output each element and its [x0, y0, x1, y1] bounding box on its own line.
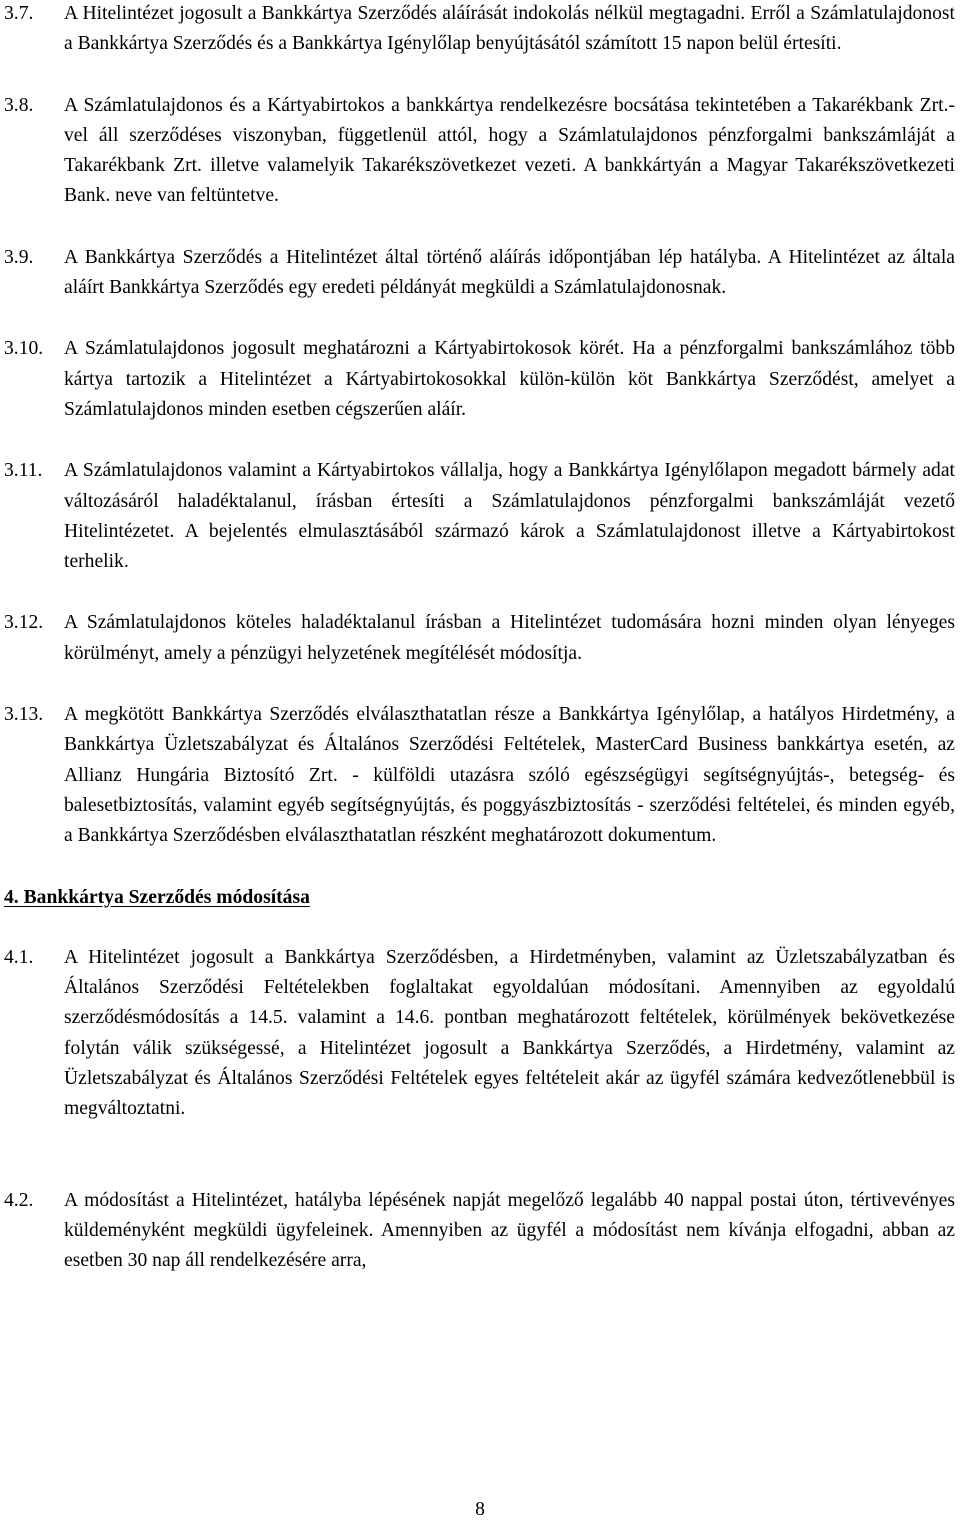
section-text: A Számlatulajdonos valamint a Kártyabirtokos vállalja, hogy a Bankkártya Igénylőlapon megadott bármely adat változásáról haladéktalanul, írásban értesíti a Számlatulajdonos pénzforgalmi bankszámláját vezető Hitelintézetet. A bejelentés elmulasztásából származó károk a Számlatulajdonost illetve a Kártyabirtokost terhelik.: [64, 460, 955, 573]
section-text: A Bankkártya Szerződés a Hitelintézet által történő aláírás időpontjában lép hatályba. A Hitelintézet az általa aláírt Bankkártya Szerződés egy eredeti példányát megküldi a Számlatulajdonosnak.: [64, 246, 955, 299]
section-number: 4.2.: [4, 1189, 34, 1211]
section-number: 4.1.: [4, 946, 34, 968]
section-number: 3.7.: [4, 3, 34, 24]
section-4-1: [0, 943, 955, 1125]
section-text: A Számlatulajdonos jogosult meghatározni a Kártyabirtokosok körét. Ha a pénzforgalmi bankszámlához több kártya tartozik a Hitelintézet a Kártyabirtokosokkal külön-külön köt Bankkártya Szerződést, amelyet a Számlatulajdonos minden esetben cégszerűen aláír.: [64, 338, 955, 420]
section-3-10: [0, 334, 955, 425]
section-4-2: [0, 1186, 955, 1277]
chapter-heading: 4. Bankkártya Szerződés módosítása: [4, 886, 310, 908]
section-3-11: [0, 456, 955, 577]
section-text: A módosítást a Hitelintézet, hatályba lépésének napját megelőző legalább 40 nappal postai úton, tértivevényes küldeményként megküldi ügyfeleinek. Amennyiben az ügyfél a módosítást nem kívánja elfogadni, abban az esetben 30 nap áll rendelkezésére arra,: [64, 1189, 955, 1272]
section-number: 3.12.: [4, 612, 44, 634]
section-3-9: [0, 243, 955, 304]
section-number: 3.8.: [4, 94, 34, 116]
section-3-8: [0, 91, 955, 212]
section-3-12: [0, 608, 955, 669]
section-number: 3.10.: [4, 338, 44, 360]
section-3-7: [0, 0, 955, 60]
section-number: 3.9.: [4, 246, 34, 268]
page-number: 8: [475, 1499, 485, 1520]
section-text: A megkötött Bankkártya Szerződés elválaszthatatlan része a Bankkártya Igénylőlap, a hatályos Hirdetmény, a Bankkártya Üzletszabályzat és Általános Szerződési Feltételek, MasterCard Business bankkártya esetén, az Allianz Hungária Biztosító Zrt. - külföldi utazásra szóló egészségügyi segítségnyújtás-, betegség- és balesetbiztosítás, valamint egyéb segítségnyújtás, és poggyászbiztosítás - szerződési feltételei, és minden egyéb, a Bankkártya Szerződésben elválaszthatatlan részként meghatározott dokumentum.: [64, 704, 955, 847]
section-text: A Hitelintézet jogosult a Bankkártya Szerződés aláírását indokolás nélkül megtagadni. Erről a Számlatulajdonost a Bankkártya Szerződés és a Bankkártya Igénylőlap benyújtásától számított 15 napon belül értesíti.: [64, 3, 955, 55]
section-number: 3.13.: [4, 704, 44, 726]
section-3-13: [0, 700, 955, 851]
section-text: A Számlatulajdonos és a Kártyabirtokos a bankkártya rendelkezésre bocsátása tekintetében a Takarékbank Zrt.-vel áll szerződéses viszonyban, függetlenül attól, hogy a Számlatulajdonos pénzforgalmi bankszámláját a Takarékbank Zrt. illetve valamelyik Takarékszövetkezet vezeti. A bankkártyán a Magyar Takarékszövetkezeti Bank. neve van feltüntetve.: [64, 94, 955, 207]
section-text: A Hitelintézet jogosult a Bankkártya Szerződésben, a Hirdetményben, valamint az Üzletszabályzatban és Általános Szerződési Feltételekben foglaltakat egyoldalúan módosítani. Amennyiben az egyoldalú szerződésmódosítás a 14.5. valamint a 14.6. pontban meghatározott feltételek, körülmények bekövetkezése folytán válik szükségessé, a Hitelintézet jogosult a Bankkártya Szerződés, a Hirdetmény, valamint az Üzletszabályzat és Általános Szerződési Feltételek egyes feltételeit akár az ügyfél számára kedvezőtlenebbül is megváltoztatni.: [64, 946, 955, 1120]
section-number: 3.11.: [4, 460, 43, 482]
section-text: A Számlatulajdonos köteles haladéktalanul írásban a Hitelintézet tudomására hozni minden olyan lényeges körülményt, amely a pénzügyi helyzetének megítélését módosítja.: [64, 612, 955, 664]
